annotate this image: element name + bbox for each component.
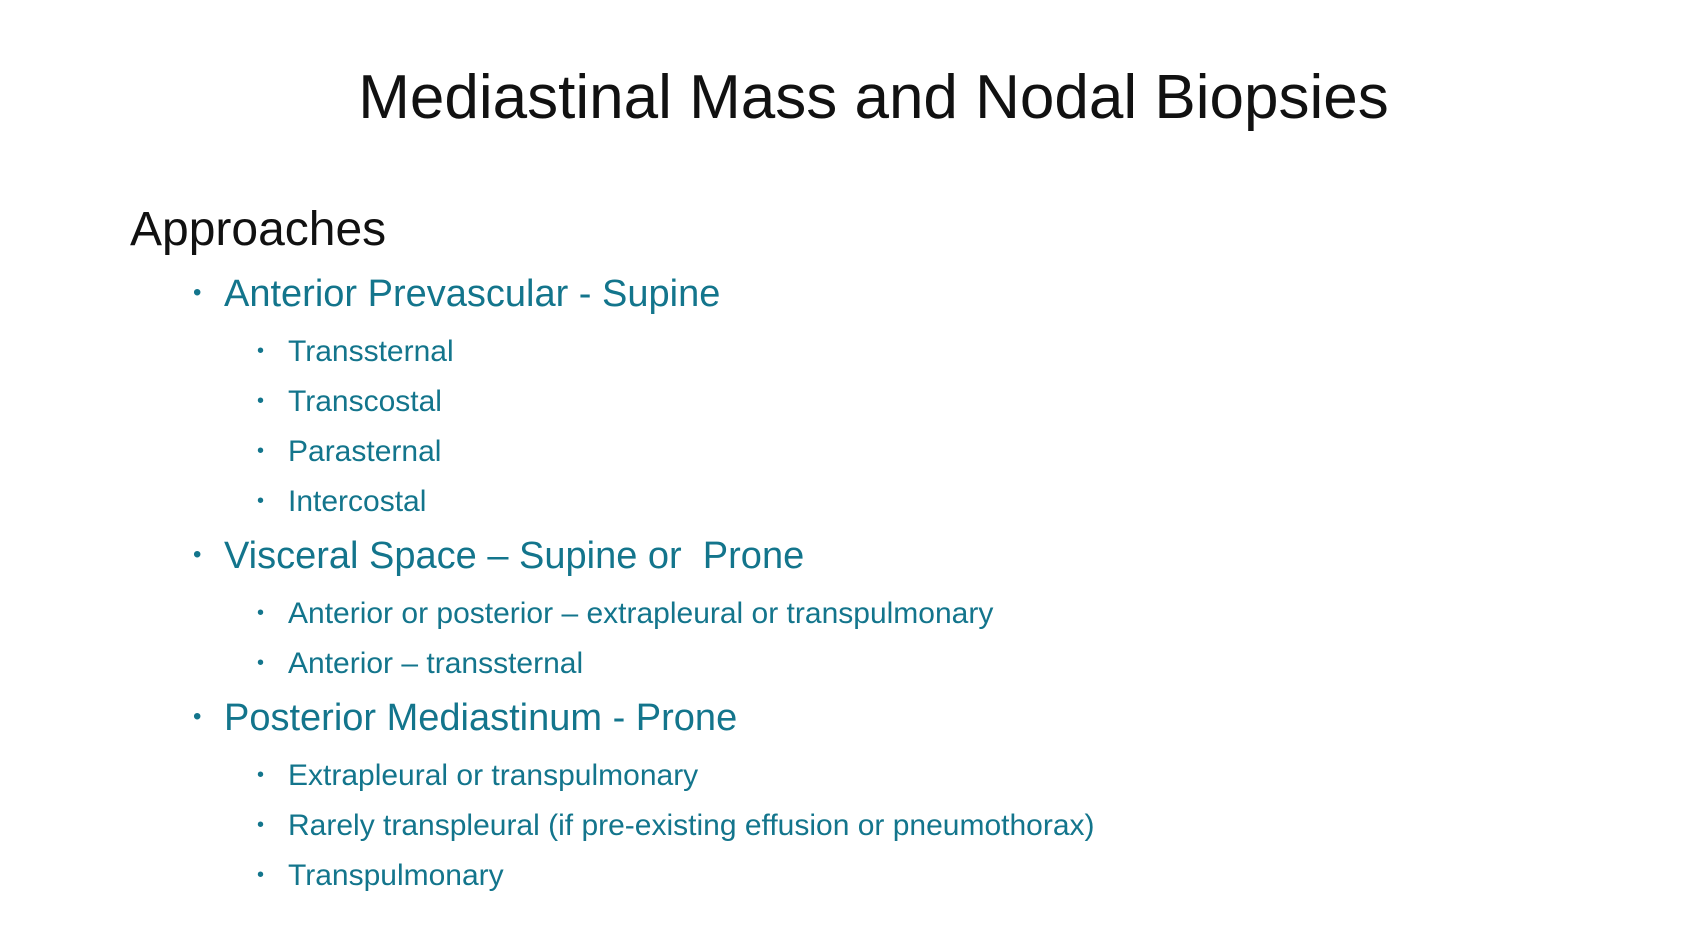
bullet-dot: • bbox=[257, 864, 265, 887]
list-item-level2 bbox=[257, 595, 993, 634]
bullet-dot: • bbox=[193, 540, 202, 568]
bullet-text: Posterior Mediastinum - Prone bbox=[224, 697, 738, 739]
list-item-level1 bbox=[193, 533, 804, 581]
list-item-level2 bbox=[257, 433, 441, 472]
bullet-dot: • bbox=[257, 602, 265, 625]
bullet-text: Anterior – transsternal bbox=[288, 647, 584, 680]
bullet-dot: • bbox=[257, 440, 265, 463]
list-item-level2 bbox=[257, 645, 583, 684]
list-item-level2 bbox=[257, 383, 442, 422]
bullet-dot: • bbox=[257, 814, 265, 837]
bullet-text: Anterior or posterior – extrapleural or transpulmonary bbox=[288, 597, 994, 630]
bullet-dot: • bbox=[257, 490, 265, 513]
bullet-dot: • bbox=[257, 340, 265, 363]
bullet-dot: • bbox=[193, 702, 202, 730]
bullet-dot: • bbox=[257, 390, 265, 413]
bullet-text: Transsternal bbox=[288, 335, 454, 368]
bullet-text: Transcostal bbox=[288, 385, 442, 418]
bullet-text: Rarely transpleural (if pre-existing effusion or pneumothorax) bbox=[288, 809, 1095, 842]
bullet-text: Visceral Space – Supine or Prone bbox=[224, 535, 805, 577]
bullet-dot: • bbox=[257, 652, 265, 675]
list-item-level1 bbox=[193, 271, 720, 319]
bullet-text: Transpulmonary bbox=[288, 859, 504, 892]
bullet-dot: • bbox=[257, 764, 265, 787]
bullet-text: Parasternal bbox=[288, 435, 442, 468]
bullet-text: Anterior Prevascular - Supine bbox=[224, 273, 721, 315]
slide-title: Mediastinal Mass and Nodal Biopsies bbox=[358, 63, 1389, 132]
bullet-text: Intercostal bbox=[288, 485, 427, 518]
list-item-level2 bbox=[257, 807, 1095, 846]
list-item-level2 bbox=[257, 857, 504, 896]
list-item-level2 bbox=[257, 333, 454, 372]
list-item-level2 bbox=[257, 483, 426, 522]
list-item-level1 bbox=[193, 695, 737, 743]
bullet-text: Extrapleural or transpulmonary bbox=[288, 759, 699, 792]
list-item-level2 bbox=[257, 757, 698, 796]
section-heading: Approaches bbox=[130, 203, 387, 256]
bullet-dot: • bbox=[193, 278, 202, 306]
